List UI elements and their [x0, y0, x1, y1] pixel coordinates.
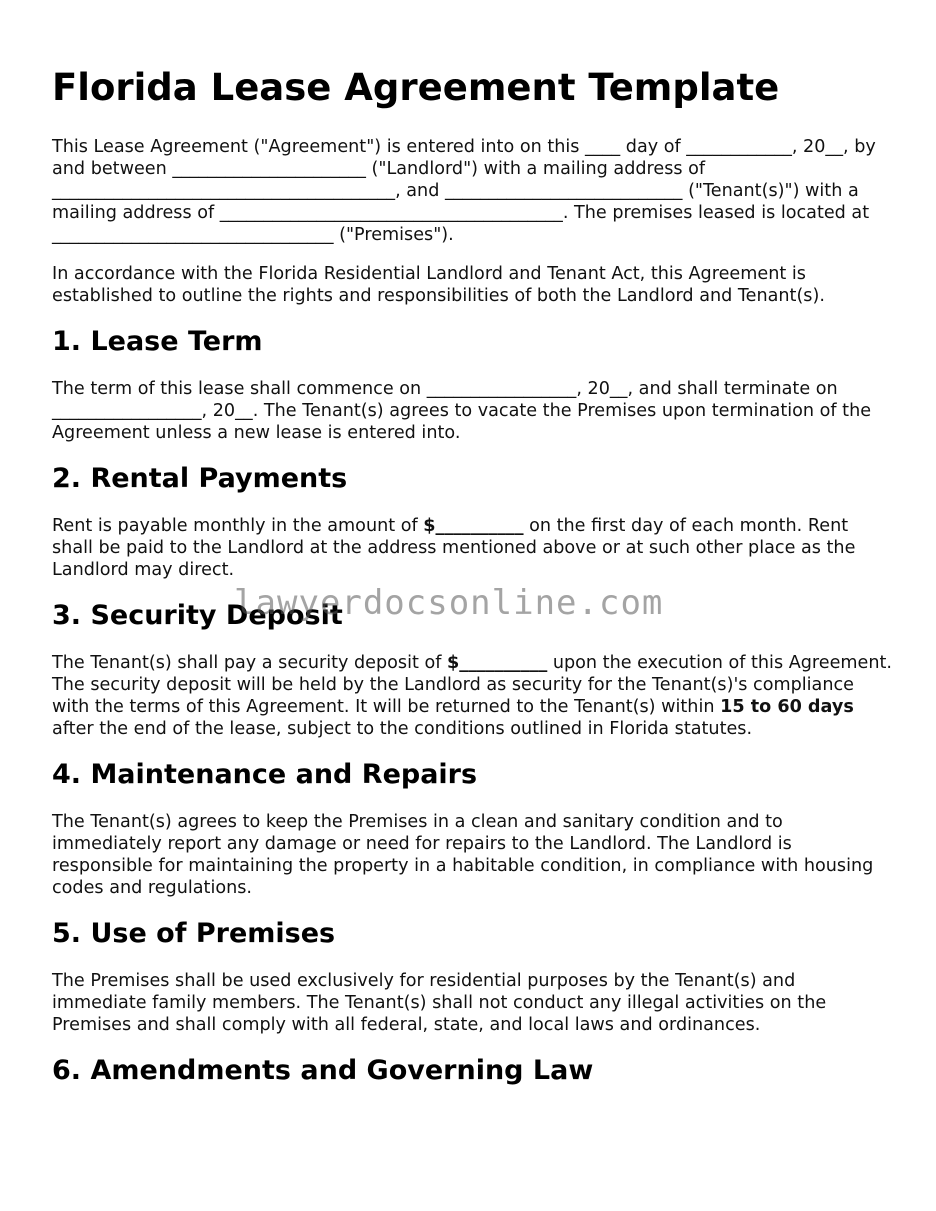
section-lease-term — [52, 324, 892, 444]
section-text: The Tenant(s) agrees to keep the Premises in a clean and sanitary condition and to immediately report any damage or need for repairs to the Landlord. The Landlord is responsible for maintaining the property in a habitable condition, in compliance with housing codes and regulations. — [52, 812, 874, 898]
section-heading: 4. Maintenance and Repairs — [52, 759, 478, 790]
intro-paragraph: This Lease Agreement ("Agreement") is entered into on this ____ day of ____________, 20__, by and between ______________________ ("Landlord") with a mailing address of _______________________________________, and ___________________________ ("Tenant(s)") with a mailing address of _______________________________________. The premises leased is located at ________________________________ ("Premises"). — [52, 137, 876, 245]
rent-amount-blank: $__________ — [423, 516, 524, 536]
text-after: after the end of the lease, subject to the conditions outlined in Florida statutes. — [52, 719, 753, 739]
text-middle: upon the execution of this Agreement. The security deposit will be held by the Landlord as security for the Tenant(s)'s compliance with the terms of this Agreement. It will be returned to the Tenant(s) within — [52, 653, 893, 717]
section-amendments — [52, 1053, 892, 1089]
section-text: The term of this lease shall commence on _________________, 20__, and shall terminate on _________________, 20__. The Tenant(s) agrees to vacate the Premises upon termination of the Agreement unless a new lease is entered into. — [52, 379, 872, 443]
section-heading: 2. Rental Payments — [52, 463, 348, 494]
document-title: Florida Lease Agreement Template — [52, 66, 780, 109]
section-use-of-premises — [52, 916, 892, 1036]
section-heading: 1. Lease Term — [52, 326, 263, 357]
section-heading: 3. Security Deposit — [52, 600, 343, 631]
text-after: on the first day of each month. Rent shall be paid to the Landlord at the address mentioned above or at such other place as the Landlord may direct. — [52, 516, 856, 580]
text-before: The Tenant(s) shall pay a security deposit of — [52, 653, 448, 673]
section-text — [52, 515, 892, 581]
section-rental-payments — [52, 461, 892, 581]
section-text: The Premises shall be used exclusively for residential purposes by the Tenant(s) and immediate family members. The Tenant(s) shall not conduct any illegal activities on the Premises and shall comply with all federal, state, and local laws and ordinances. — [52, 971, 827, 1035]
deposit-amount-blank: $__________ — [447, 653, 548, 673]
text-before: Rent is payable monthly in the amount of — [52, 516, 424, 536]
watermark: lawyerdocsonline.com — [234, 583, 664, 623]
section-heading: 5. Use of Premises — [52, 918, 336, 949]
section-heading: 6. Amendments and Governing Law — [52, 1055, 594, 1086]
document-page — [52, 62, 892, 1107]
return-days: 15 to 60 days — [720, 697, 854, 717]
section-security-deposit — [52, 598, 892, 740]
section-maintenance — [52, 757, 892, 899]
preamble-paragraph: In accordance with the Florida Residential Landlord and Tenant Act, this Agreement is established to outline the rights and responsibilities of both the Landlord and Tenant(s). — [52, 264, 825, 306]
section-text — [52, 652, 892, 740]
